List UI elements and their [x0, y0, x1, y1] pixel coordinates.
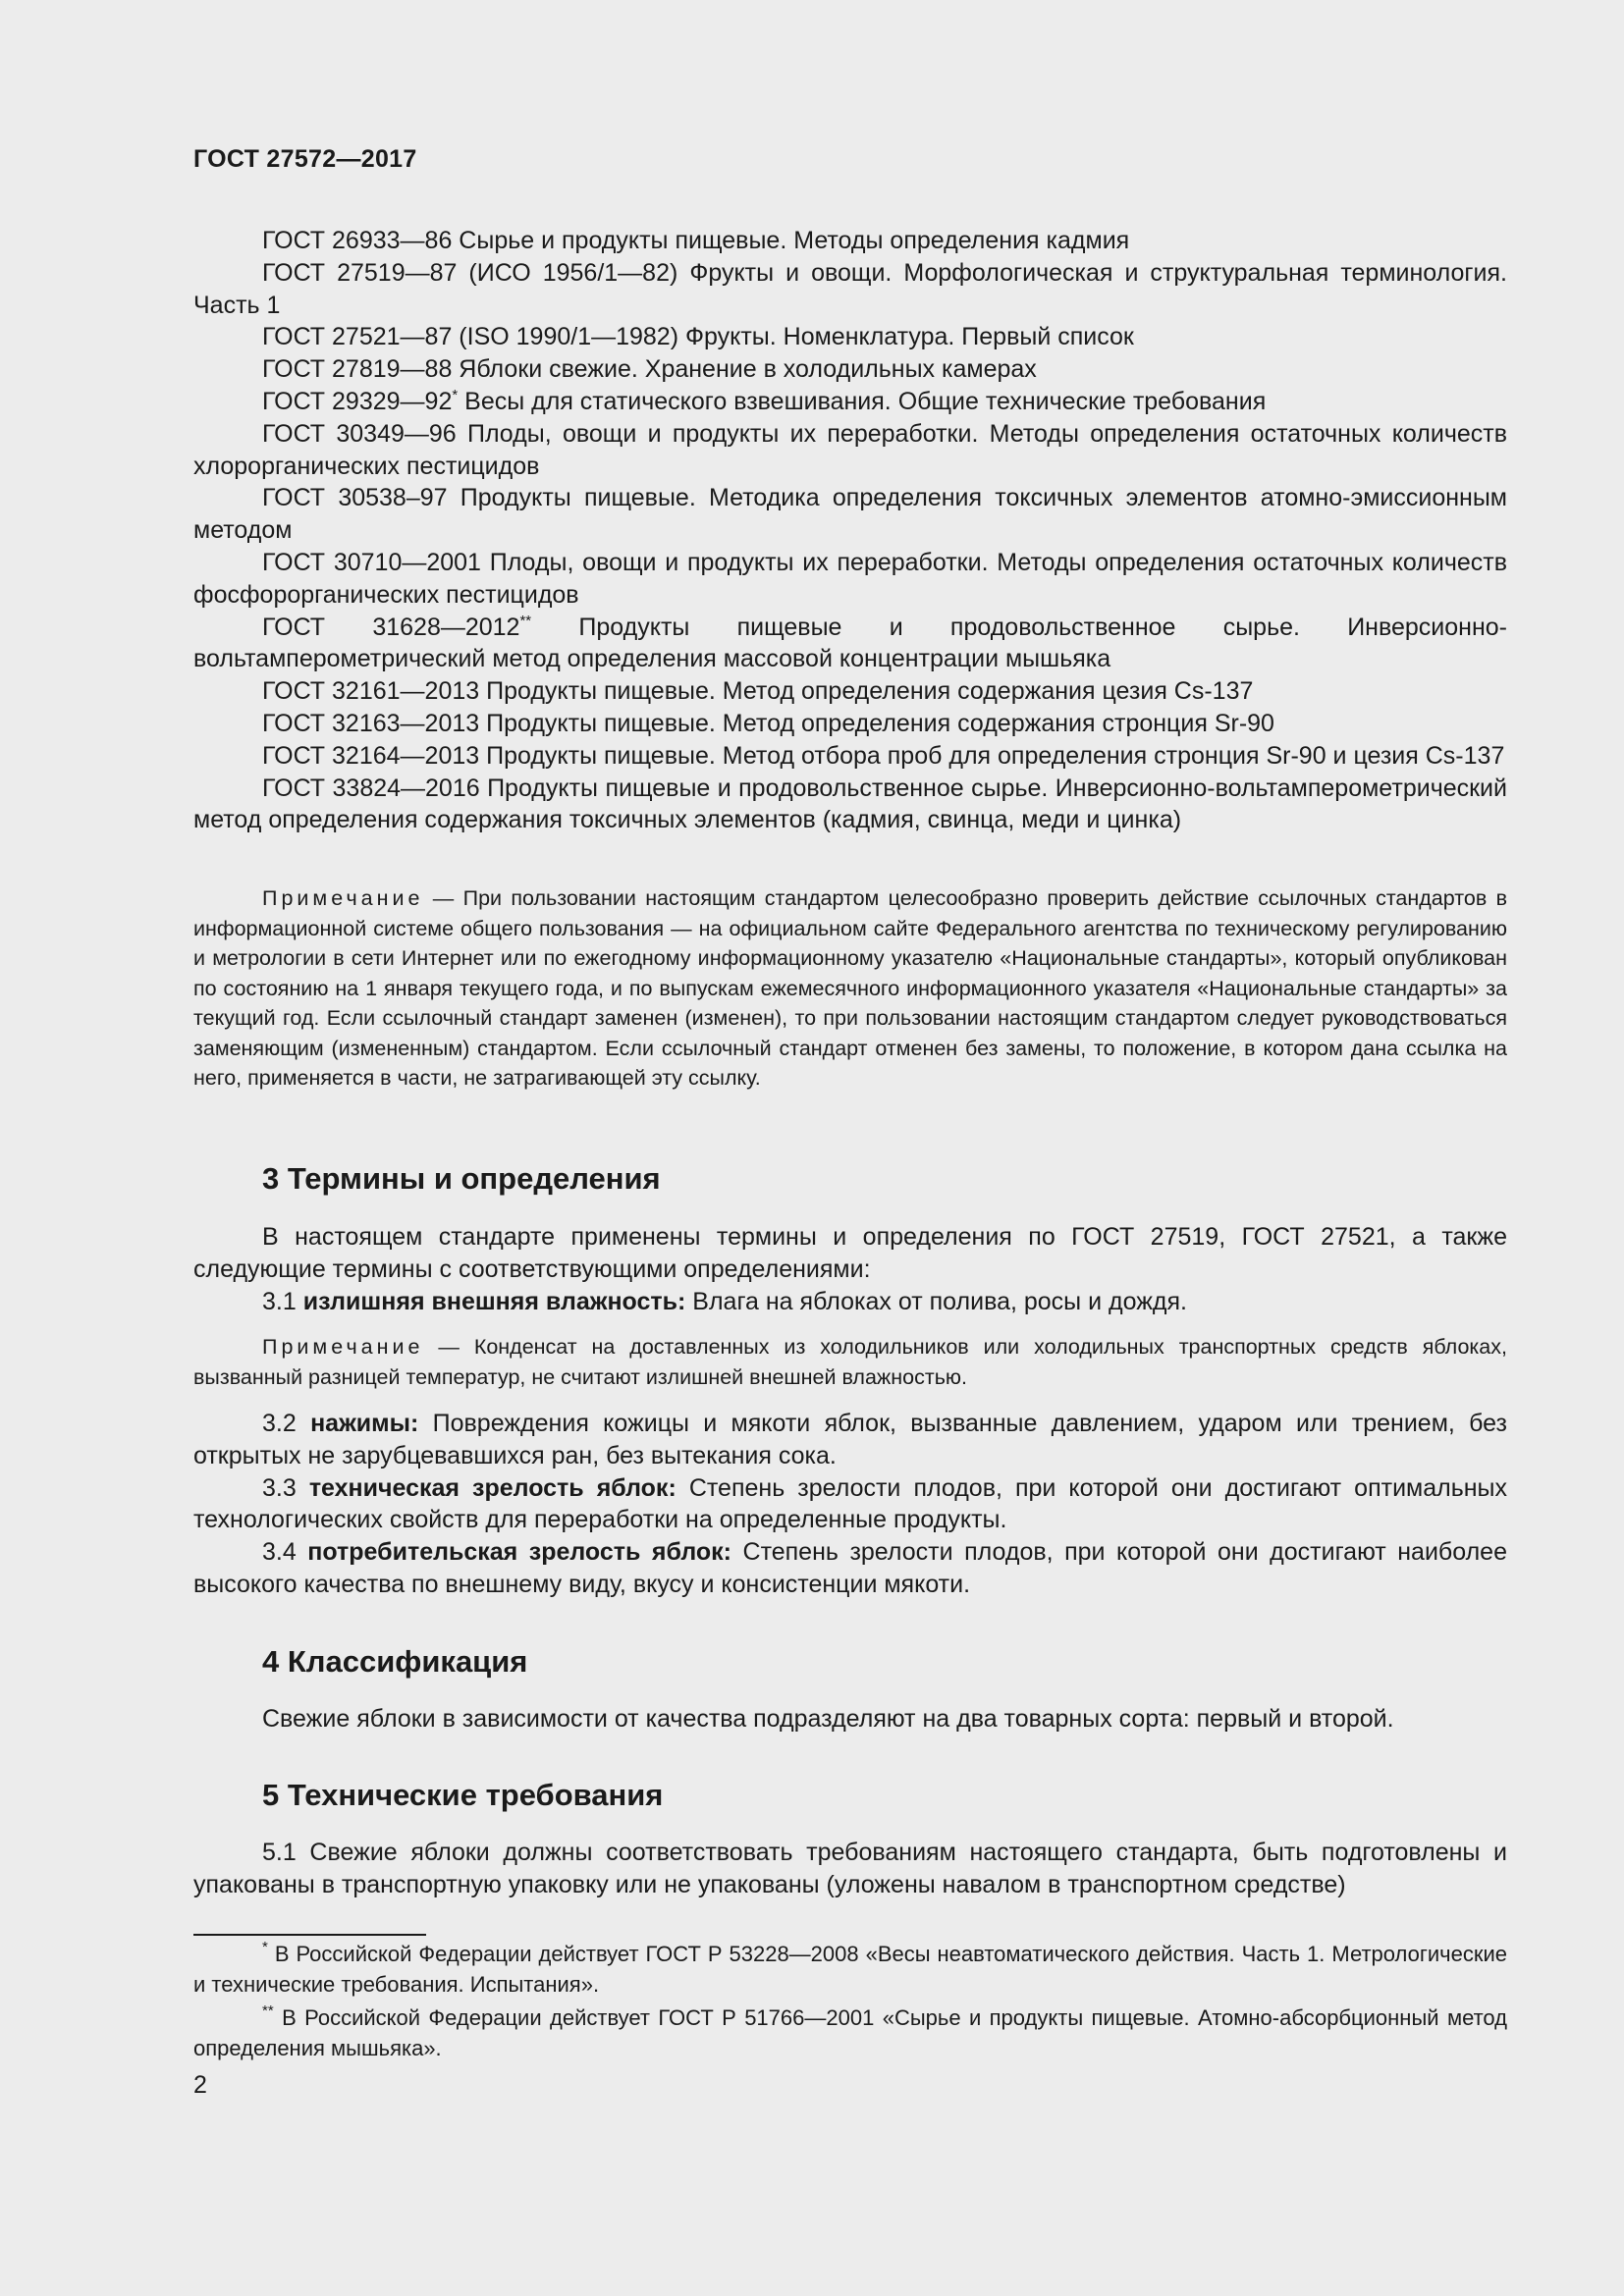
term-3-4 [193, 1536, 1507, 1601]
footnote-item [193, 2003, 1507, 2063]
section-5-body [193, 1837, 1507, 1901]
reference-code: ГОСТ 29329—92 [262, 387, 453, 415]
section-3-body [193, 1221, 1507, 1317]
reference-item: ГОСТ 27519—87 (ИСО 1956/1—82) Фрукты и овощи. Морфологическая и структуральная терминология. Часть 1 [193, 258, 1507, 319]
term-3-1 [193, 1286, 1507, 1318]
footnote-mark: * [452, 386, 459, 403]
page-header: ГОСТ 27572—2017 [193, 145, 417, 173]
term-name: потребительская зрелость яблок: [307, 1538, 731, 1567]
note-dash: — [423, 886, 463, 910]
page-number: 2 [193, 2071, 207, 2099]
footnote-mark: ** [519, 612, 532, 629]
reference-item: ГОСТ 30538–97 Продукты пищевые. Методика определения токсичных элементов атомно-эмиссионным методом [193, 484, 1507, 545]
term-definition: Повреждения кожицы и мякоти яблок, вызванные давлением, ударом или трением, без открытых не зарубцевавшихся ран, без вытекания сока. [193, 1410, 1507, 1469]
term-name: техническая зрелость яблок: [308, 1473, 677, 1502]
footnote-item [193, 1940, 1507, 2000]
footnote-text: В Российской Федерации действует ГОСТ Р 51766—2001 «Сырье и продукты пищевые. Атомно-абсорбционный метод определения мышьяка». [193, 2005, 1507, 2060]
reference-code: ГОСТ 31628—2012 [262, 613, 520, 641]
reference-item: ГОСТ 30349—96 Плоды, овощи и продукты их переработки. Методы определения остаточных количеств хлорорганических пестицидов [193, 419, 1507, 480]
term-number: 3.4 [262, 1538, 308, 1567]
term-number: 3.1 [262, 1287, 303, 1315]
reference-item: ГОСТ 32164—2013 Продукты пищевые. Метод отбора проб для определения стронция Sr-90 и цезия Cs-137 [262, 741, 1505, 770]
section-5-title: 5 Технические требования [262, 1778, 664, 1812]
note-text: При пользовании настоящим стандартом целесообразно проверить действие ссылочных стандартов в информационной системе общего пользования — на официальном сайте Федерального агентства по техническому регулированию и метрологии в сети Интернет или по ежегодному информационному указателю «Национальные стандарты», который опубликован по состоянию на 1 января текущего года, и по выпускам ежемесячного информационного указателя «Национальные стандарты» за текущий год. Если ссылочный стандарт заменен (изменен), то при пользовании настоящим стандартом следует руководствоваться заменяющим (измененным) стандартом. Если ссылочный стандарт отменен без замены, то положение, в котором дана ссылка на него, применяется в части, не затрагивающей эту ссылку. [193, 886, 1507, 1090]
footnotes [193, 1940, 1507, 2067]
reference-title: Весы для статического взвешивания. Общие технические требования [458, 387, 1267, 415]
reference-item: ГОСТ 32161—2013 Продукты пищевые. Метод определения содержания цезия Cs-137 [262, 677, 1254, 706]
reference-item [193, 612, 1507, 676]
note-term-3-1 [193, 1332, 1507, 1392]
note-text: Конденсат на доставленных из холодильников или холодильных транспортных средств яблоках, вызванный разницей температур, не считают излишней внешней влажностью. [193, 1335, 1507, 1389]
reference-item: ГОСТ 27521—87 (ISO 1990/1—1982) Фрукты. Номенклатура. Первый список [262, 323, 1134, 351]
reference-item: ГОСТ 33824—2016 Продукты пищевые и продовольственное сырье. Инверсионно-вольтамперометрический метод определения содержания токсичных элементов (кадмия, свинца, меди и цинка) [193, 774, 1507, 834]
section-4-title: 4 Классификация [262, 1644, 528, 1679]
section-3-intro: В настоящем стандарте применены термины и определения по ГОСТ 27519, ГОСТ 27521, а также следующие термины с соответствующими определениями: [193, 1223, 1507, 1283]
note-label: Примечание [262, 1335, 424, 1359]
footnote-mark: ** [262, 2002, 274, 2019]
term-number: 3.2 [262, 1410, 311, 1437]
section-4-text: Свежие яблоки в зависимости от качества подразделяют на два товарных сорта: первый и второй. [262, 1705, 1394, 1733]
footnote-mark: * [262, 1939, 268, 1955]
reference-title: Продукты пищевые и продовольственное сырье. Инверсионно-вольтамперометрический метод определения массовой концентрации мышьяка [193, 613, 1507, 673]
section-5-text: 5.1 Свежие яблоки должны соответствовать требованиям настоящего стандарта, быть подготовлены и упакованы в транспортную упаковку или не упакованы (уложены навалом в транспортном средстве) [193, 1839, 1507, 1898]
term-number: 3.3 [262, 1473, 309, 1502]
term-name: нажимы: [310, 1410, 419, 1437]
term-name: излишняя внешняя влажность: [302, 1287, 686, 1315]
reference-item: ГОСТ 30710—2001 Плоды, овощи и продукты их переработки. Методы определения остаточных количеств фосфорорганических пестицидов [193, 548, 1507, 609]
footnote-separator [193, 1934, 426, 1936]
note-dash: — [423, 1335, 474, 1359]
reference-item [193, 386, 1507, 418]
term-definition: Степень зрелости плодов, при которой они достигают наиболее высокого качества по внешнему виду, вкусу и консистенции мякоти. [193, 1538, 1507, 1598]
reference-item: ГОСТ 26933—86 Сырье и продукты пищевые. Методы определения кадмия [262, 227, 1130, 254]
note-references [193, 883, 1507, 1094]
term-3-3 [193, 1472, 1507, 1537]
footnote-text: В Российской Федерации действует ГОСТ Р 53228—2008 «Весы неавтоматического действия. Часть 1. Метрологические и технические требования. Испытания». [193, 1942, 1507, 1997]
section-3-terms [193, 1408, 1507, 1601]
section-3-title: 3 Термины и определения [262, 1161, 661, 1196]
term-definition: Влага на яблоках от полива, росы и дождя. [685, 1287, 1188, 1315]
term-3-2 [193, 1408, 1507, 1472]
section-4-body [193, 1703, 1507, 1735]
note-label: Примечание [262, 886, 424, 910]
reference-item: ГОСТ 27819—88 Яблоки свежие. Хранение в холодильных камерах [262, 355, 1037, 384]
reference-item: ГОСТ 32163—2013 Продукты пищевые. Метод определения содержания стронция Sr-90 [262, 709, 1274, 737]
term-definition: Степень зрелости плодов, при которой они достигают оптимальных технологических свойств для переработки на определенные продукты. [193, 1473, 1508, 1534]
normative-references [193, 225, 1507, 836]
